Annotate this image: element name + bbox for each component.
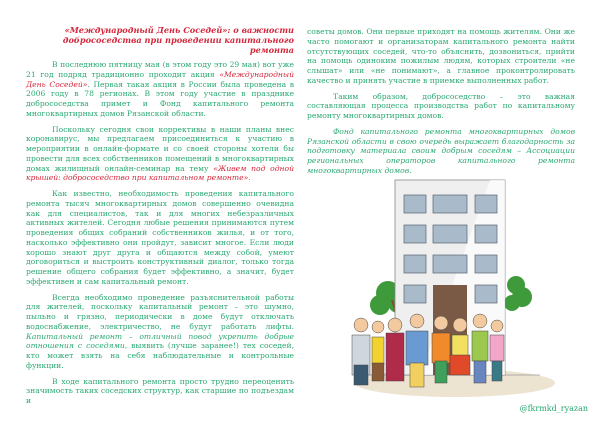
paragraph-2	[26, 125, 294, 184]
paragraph-5: В ходе капитального ремонта просто трудно переоценить значимость таких соседских структур, как старшие по подъездам и	[26, 376, 294, 405]
paragraph-1	[26, 60, 294, 119]
article-title	[26, 25, 294, 55]
left-column	[26, 25, 294, 412]
thanks-paragraph: Фонд капитального ремонта многоквартирных домов Рязанской области в свою очередь выражает благодарность за подготовку материала своим добрым соседям – Ассоциации региональных операторов капитального ремонта многоквартирных домов.	[307, 126, 575, 175]
event-name: «Международный День Соседей»	[26, 69, 294, 89]
paragraph-4	[26, 293, 294, 371]
paragraph-6: советы домов. Они первые приходят на помощь жителям. Они же часто помогают и организаторам капитального ремонта найти отсутствующих соседей, что-то объяснить, дозвониться, прийти на помощь одиноким пожилым людям, которых строители «не слышат» или «не понимают», а главное проконтролировать качество и принять участие в приемке выполненных работ.	[307, 27, 575, 85]
emphasis: Капитальный ремонт – отличный повод укрепить добрые отношения с соседями	[26, 331, 294, 351]
text: .	[248, 173, 251, 183]
paragraph-3: Как известно, необходимость проведения капитального ремонта тысяч многоквартирных домов совершенно очевидна как для специалистов, так и для многих небезразличных активных жителей. Сегодня любые решения принимаются путем проведения общих собраний собственников жилья, и от того, насколько эффективно они пройдут, зависит многое. Если люди хорошо знают друг друга и общаются между собой, умеют договориться и выстроить конструктивный диалог, только тогда решение общего собрания будет эффективно, а значит, будет эффективен и сам капитальный ремонт.	[26, 189, 294, 286]
paragraph-7: Таким образом, добрососедство – это важная составляющая процесса производства работ по капитальному ремонту многоквартирных домов.	[307, 91, 575, 120]
text: . Первая такая акция в России была проведена в 2006 году в 78 регионах. В этом году участие в празднике добрососедства примет и Фонд капитального ремонта многоквартирных домов Рязанской области.	[26, 79, 294, 118]
building-neighbors-illustration	[340, 175, 600, 425]
text: , выявить (лучше заранее!) тех соседей, кто может взять на себя наблюдательные и контрольные функции.	[26, 341, 294, 370]
social-handle: @fkrmkd_ryazan	[519, 404, 588, 413]
title-line-2: добрососедства при проведении капитального ремонта	[62, 35, 294, 55]
text: Поскольку сегодня свои коррективы в наши планы внес коронавирус, мы предлагаем присоединиться к участию в мероприятии в онлайн-формате и со своей стороны хотели бы провести для всех собственников помещений в многоквартирных домах жилищный онлайн-семинар на тему	[26, 124, 294, 173]
title-line-1: «Международный День Соседей»: о важности	[64, 25, 294, 35]
text: В последнюю пятницу мая (в этом году это 29 мая) вот уже 21 год подряд традиционно проходит акция	[26, 60, 294, 79]
right-column	[307, 27, 575, 182]
illustration-svg	[340, 175, 600, 425]
text: Всегда необходимо проведение разъяснительной работы для жителей, поскольку капитальный ремонт – это шумно, пыльно и грязно, периодически в доме будут отключать водоснабжение, электричество, не будут работать лифты.	[26, 292, 294, 331]
seminar-topic: «Живем под одной крышей: добрососедство при капитальном ремонте»	[26, 163, 294, 183]
